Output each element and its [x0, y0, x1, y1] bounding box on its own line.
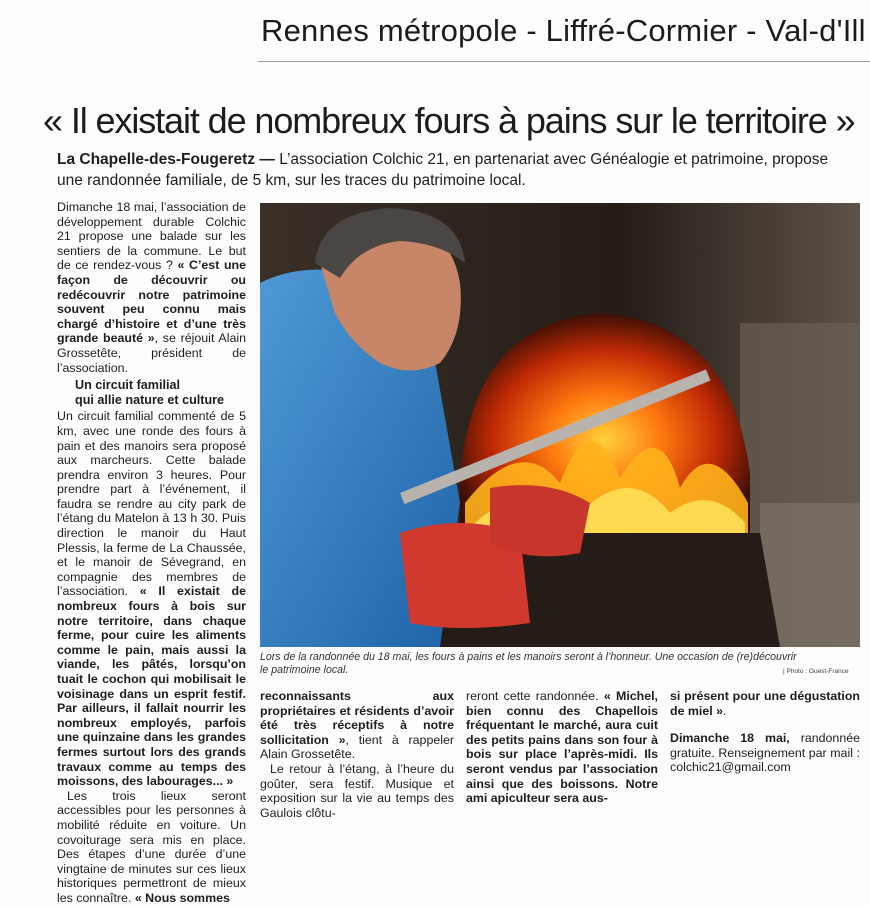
col4-paragraph-1 — [670, 689, 860, 718]
col3-p1-quote: « Michel, bien connu des Chapellois fréquentant le marché, aura cuit des petits pains dans son four à bois sur place l’après-midi. Ils seront vendus par l’association ainsi que des boissons. Notre ami apiculteur sera aus- — [466, 689, 658, 806]
article-column-4 — [670, 689, 860, 775]
col1-paragraph-3 — [57, 789, 246, 906]
col1-p3-quote: « Nous sommes — [134, 890, 230, 905]
col1-p2-text: Un circuit familial commenté de 5 km, avec une ronde des fours à pain et des manoirs sera proposé aux marcheurs. Cette balade prendra environ 3 heures. Pour prendre part à l’événement, il faudra se rendre au city park de l’étang du Matelon à 13 h 30. Puis direction le manoir du Haut Plessis, la ferme de La Chaussée, et le manoir de Sévegrand, en compagnie des membres de l’association. — [57, 409, 246, 599]
lead-text: L’association Colchic 21, en partenariat avec Généalogie et patrimoine, propose une randonnée familiale, de 5 km, sur les traces du patrimoine local. — [57, 151, 829, 189]
section-rule — [258, 61, 870, 62]
col1-p1-quote: « C’est une façon de découvrir ou redécouvrir notre patrimoine souvent peu connu mais chargé d’histoire et d’une très grande beauté » — [57, 258, 246, 346]
article-column-2 — [260, 689, 454, 820]
col3-p1-text: reront cette randonnée. — [466, 689, 604, 703]
col1-subheading — [57, 378, 246, 407]
col1-paragraph-1 — [57, 200, 246, 375]
subhead-line-2: qui allie nature et culture — [75, 392, 225, 407]
col4-p1-quote: si présent pour une dégustation de miel » — [670, 689, 860, 718]
article-photo — [260, 203, 860, 647]
col1-paragraph-2 — [57, 409, 246, 788]
col1-p1-tail: , se réjouit Alain Grossetête, président de l’association. — [57, 331, 246, 375]
baker-oven-illustration — [260, 203, 860, 647]
event-date: Dimanche 18 mai, — [670, 731, 790, 746]
photo-credit: | Photo : Ouest-France — [783, 668, 849, 675]
col2-p1-tail: , tient à rappeler Alain Grossetête. — [260, 732, 454, 762]
col2-paragraph-1 — [260, 689, 454, 762]
col1-p1-text: Dimanche 18 mai, l’association de développement durable Colchic 21 propose une balade sur les sentiers de la commune. Le but de ce rendez-vous ? — [57, 200, 246, 273]
article-column-3 — [466, 689, 658, 806]
col2-paragraph-2 — [260, 762, 454, 820]
article-headline: « Il existait de nombreux fours à pains sur le territoire » — [43, 100, 855, 141]
subhead-line-1: Un circuit familial — [75, 378, 180, 393]
section-title: Rennes métropole - Liffré-Cormier - Val-d'Ill — [261, 13, 866, 48]
col4-paragraph-2 — [670, 731, 860, 775]
col1-p2-quote: « Il existait de nombreux fours à bois sur notre territoire, dans chaque ferme, pour cuire les aliments comme le pain, mais aussi la viande, les pâtés, lorsqu’on tuait le cochon qui mobilisait le voisinage dans un esprit festif. Par ailleurs, il fallait nourrir les nombreux employés, parfois une quinzaine dans les grandes fermes surtout lors des grands travaux comme au temps des moissons, des labourages... » — [57, 584, 246, 789]
col1-p3-text: Les trois lieux seront accessibles pour les personnes à mobilité réduite en voiture. Un covoiturage sera mis en place. Des étapes d’une durée d’une vingtaine de minutes sur ces lieux historiques permettront de mieux les connaître. — [57, 788, 246, 905]
article-lead — [57, 149, 837, 191]
section-header — [0, 0, 870, 60]
col2-p1-quote: reconnaissants aux propriétaires et résidents d’avoir été très réceptifs à notre sollicitation » — [260, 689, 454, 747]
col2-p2-text: Le retour à l’étang, à l’heure du goûter, sera festif. Musique et exposition sur la vie au temps des Gaulois clôtu- — [260, 761, 454, 820]
photo-caption: Lors de la randonnée du 18 mai, les fours à pains et les manoirs seront à l’honneur. Une occasion de (re)découvrir le patrimoine local. — [260, 651, 797, 676]
event-info: randonnée gratuite. Renseignement par mail : colchic21@gmail.com — [670, 731, 860, 775]
col3-paragraph-1 — [466, 689, 658, 806]
article-column-1 — [57, 200, 246, 906]
col4-p1-tail: . — [723, 703, 727, 718]
lead-place: La Chapelle-des-Fougeretz — — [57, 151, 275, 168]
